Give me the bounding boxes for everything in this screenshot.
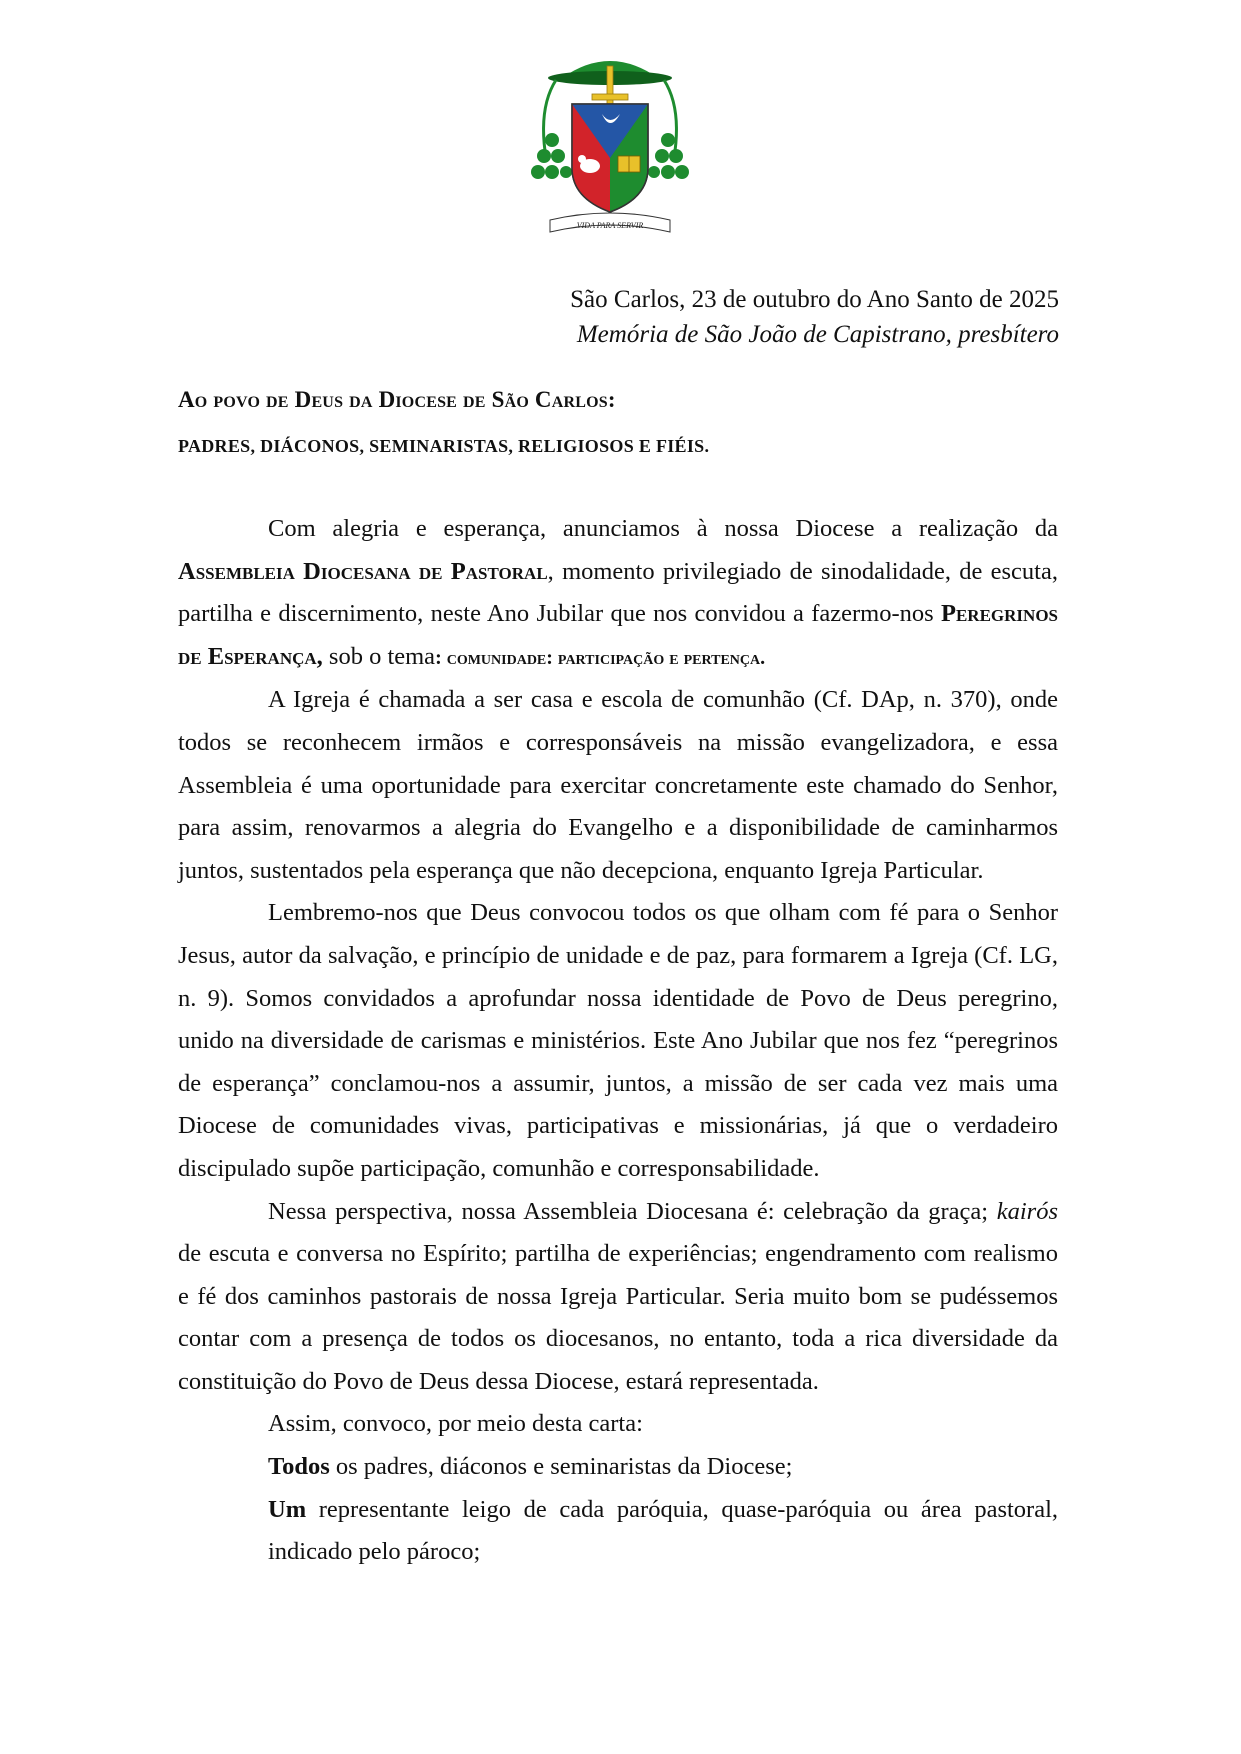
theme-phrase: : comunidade: participação e pertença. (435, 646, 766, 669)
assembly-name: Assembleia Diocesana de Pastoral (178, 557, 548, 585)
addressee-line-1: Ao povo de Deus da Diocese de São Carlos: (178, 387, 616, 412)
paragraph-3: Lembremo-nos que Deus convocou todos os que olham com fé para o Senhor Jesus, autor da salvação, e princípio de unidade e de paz, para formarem a Igreja (Cf. LG, n. 9). Somos convidados a aprofundar nossa identidade de Povo de Deus peregrino, unido na diversidade de carismas e ministérios. Este Ano Jubilar que nos fez “peregrinos de esperança” conclamou-nos a assumir, juntos, a missão de ser cada vez mais uma Diocese de comunidades vivas, participativas e missionárias, já que o verdadeiro discipulado supõe participação, comunhão e corresponsabilidade. (178, 899, 1058, 1182)
convocation-item-1: Todos os padres, diáconos e seminaristas da Diocese; (268, 1453, 793, 1481)
coat-of-arms-logo (528, 48, 692, 248)
svg-text:VIDA PARA SERVIR: VIDA PARA SERVIR (576, 221, 644, 230)
convocation-item-2: Um representante leigo de cada paróquia, quase-paróquia ou área pastoral, indicado pelo pároco; (268, 1495, 1058, 1566)
date-line: São Carlos, 23 de outubro do Ano Santo de 2025 (570, 286, 1059, 313)
paragraph-2: A Igreja é chamada a ser casa e escola de comunhão (Cf. DAp, n. 370), onde todos se reconhecem irmãos e corresponsáveis na missão evangelizadora, e essa Assembleia é uma oportunidade para exercitar concretamente este chamado do Senhor, para assim, renovarmos a alegria do Evangelho e a disponibilidade de caminharmos juntos, sustentados pela esperança que não decepciona, enquanto Igreja Particular. (178, 686, 1058, 884)
kairos-word: kairós (996, 1197, 1058, 1225)
addressee-block (178, 384, 1058, 462)
paragraph-1: Com alegria e esperança, anunciamos à nossa Diocese a realização da Assembleia Diocesana de Pastoral, momento privilegiado de sinodalidade, de escuta, partilha e discernimento, neste Ano Jubilar que nos convidou a fazermo-nos Peregrinos de Esperança, sob o tema: comunidade: participação e pertença. (178, 515, 1058, 670)
paragraph-5: Assim, convoco, por meio desta carta: (268, 1410, 643, 1438)
addressee-line-2: PADRES, DIÁCONOS, SEMINARISTAS, RELIGIOSOS E FIÉIS. (178, 436, 710, 456)
letter-body (178, 508, 1058, 1574)
paragraph-4: Nessa perspectiva, nossa Assembleia Diocesana é: celebração da graça; kairós de escuta e conversa no Espírito; partilha de experiências; engendramento com realismo e fé dos caminhos pastorais de nossa Igreja Particular. Seria muito bom se pudéssemos contar com a presença de todos os diocesanos, no entanto, toda a rica diversidade da constituição do Povo de Deus dessa Diocese, estará representada. (178, 1197, 1058, 1395)
date-block (570, 282, 1059, 352)
memorial-line: Memória de São João de Capistrano, presbítero (576, 321, 1059, 348)
pilgrims-phrase: Peregrinos de Esperança, (178, 600, 1058, 670)
